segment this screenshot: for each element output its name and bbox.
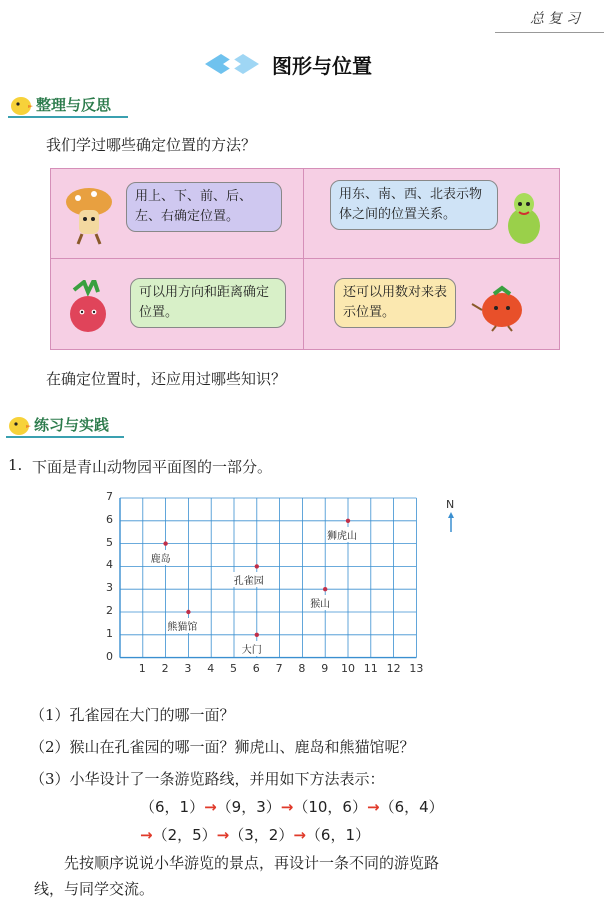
x-tick-label: 3 [184, 661, 192, 675]
y-tick-label: 5 [106, 535, 113, 549]
x-tick-label: 10 [341, 661, 355, 675]
x-tick-label: 2 [161, 661, 169, 675]
x-tick-label: 1 [138, 661, 146, 675]
diamond-ornament-icon [205, 52, 267, 76]
place-label: 孔雀园 [233, 572, 265, 587]
panel-divider-v [303, 168, 304, 350]
place-label: 猴山 [309, 595, 331, 610]
bubble-number-pair: 还可以用数对来表示位置。 [334, 278, 456, 328]
y-tick-label: 1 [106, 626, 113, 640]
y-tick-label: 7 [106, 490, 113, 503]
place-point [163, 541, 167, 545]
x-tick-label: 9 [321, 661, 329, 675]
chick-icon [6, 412, 32, 436]
review-question-1: 我们学过哪些确定位置的方法？ [46, 136, 257, 154]
x-tick-label: 6 [252, 661, 260, 675]
bubble-directions: 用东、南、西、北表示物体之间的位置关系。 [330, 180, 498, 230]
place-label: 大门 [241, 641, 263, 656]
section-practice-heading: 练习与实践 [34, 416, 110, 434]
place-point [255, 633, 259, 637]
bubble-distance: 可以用方向和距离确定位置。 [130, 278, 286, 328]
bubble-up-down: 用上、下、前、后、左、右确定位置。 [126, 182, 282, 232]
header-divider [495, 32, 604, 33]
exercise-text: 下面是青山动物园平面图的一部分。 [32, 458, 273, 476]
mushroom-character-icon [64, 184, 114, 246]
section-underline [6, 436, 124, 438]
x-tick-label: 12 [386, 661, 401, 675]
x-tick-label: 5 [230, 661, 237, 675]
place-point [255, 564, 259, 568]
zoo-map-grid [100, 488, 480, 680]
x-tick-label: 8 [298, 661, 306, 675]
north-arrow-icon [447, 512, 455, 534]
chick-icon [8, 92, 34, 116]
x-tick-label: 13 [409, 661, 424, 675]
route-line-2: →（2，5）→（3，2）→（6，1） [140, 826, 371, 844]
task-line-2: 线，与同学交流。 [34, 880, 155, 898]
exercise-number: 1. [8, 456, 23, 474]
sub-question-3: （3）小华设计了一条游览路线，并用如下方法表示： [30, 770, 385, 788]
sub-question-1: （1）孔雀园在大门的哪一面？ [30, 706, 235, 724]
gourd-character-icon [500, 188, 548, 248]
tomato-character-icon [470, 284, 532, 332]
y-tick-label: 2 [106, 604, 113, 617]
route-line-1: （6，1）→（9，3）→（10，6）→（6，4） [140, 798, 444, 816]
x-tick-label: 11 [363, 661, 378, 675]
place-label: 狮虎山 [326, 527, 358, 542]
y-tick-label: 0 [106, 649, 113, 663]
task-line-1: 先按顺序说说小华游览的景点，再设计一条不同的游览路 [64, 854, 440, 872]
x-tick-label: 7 [275, 661, 283, 675]
north-label: N [446, 498, 455, 511]
x-tick-label: 4 [207, 661, 215, 675]
radish-character-icon [64, 280, 112, 336]
y-tick-label: 3 [106, 581, 113, 595]
page-title: 图形与位置 [272, 54, 372, 78]
place-label: 鹿岛 [150, 550, 172, 565]
place-point [186, 610, 190, 614]
y-tick-label: 4 [106, 558, 113, 572]
place-point [346, 519, 350, 523]
chapter-header: 总复习 [530, 11, 584, 27]
place-label: 熊猫馆 [166, 618, 198, 633]
y-tick-label: 6 [106, 512, 113, 526]
panel-divider-h [50, 258, 560, 259]
sub-question-2: （2）猴山在孔雀园的哪一面？狮虎山、鹿岛和熊猫馆呢？ [30, 738, 415, 756]
section-underline [8, 116, 128, 118]
place-point [323, 587, 327, 591]
review-question-2: 在确定位置时，还应用过哪些知识？ [46, 370, 287, 388]
section-review-heading: 整理与反思 [36, 96, 112, 114]
